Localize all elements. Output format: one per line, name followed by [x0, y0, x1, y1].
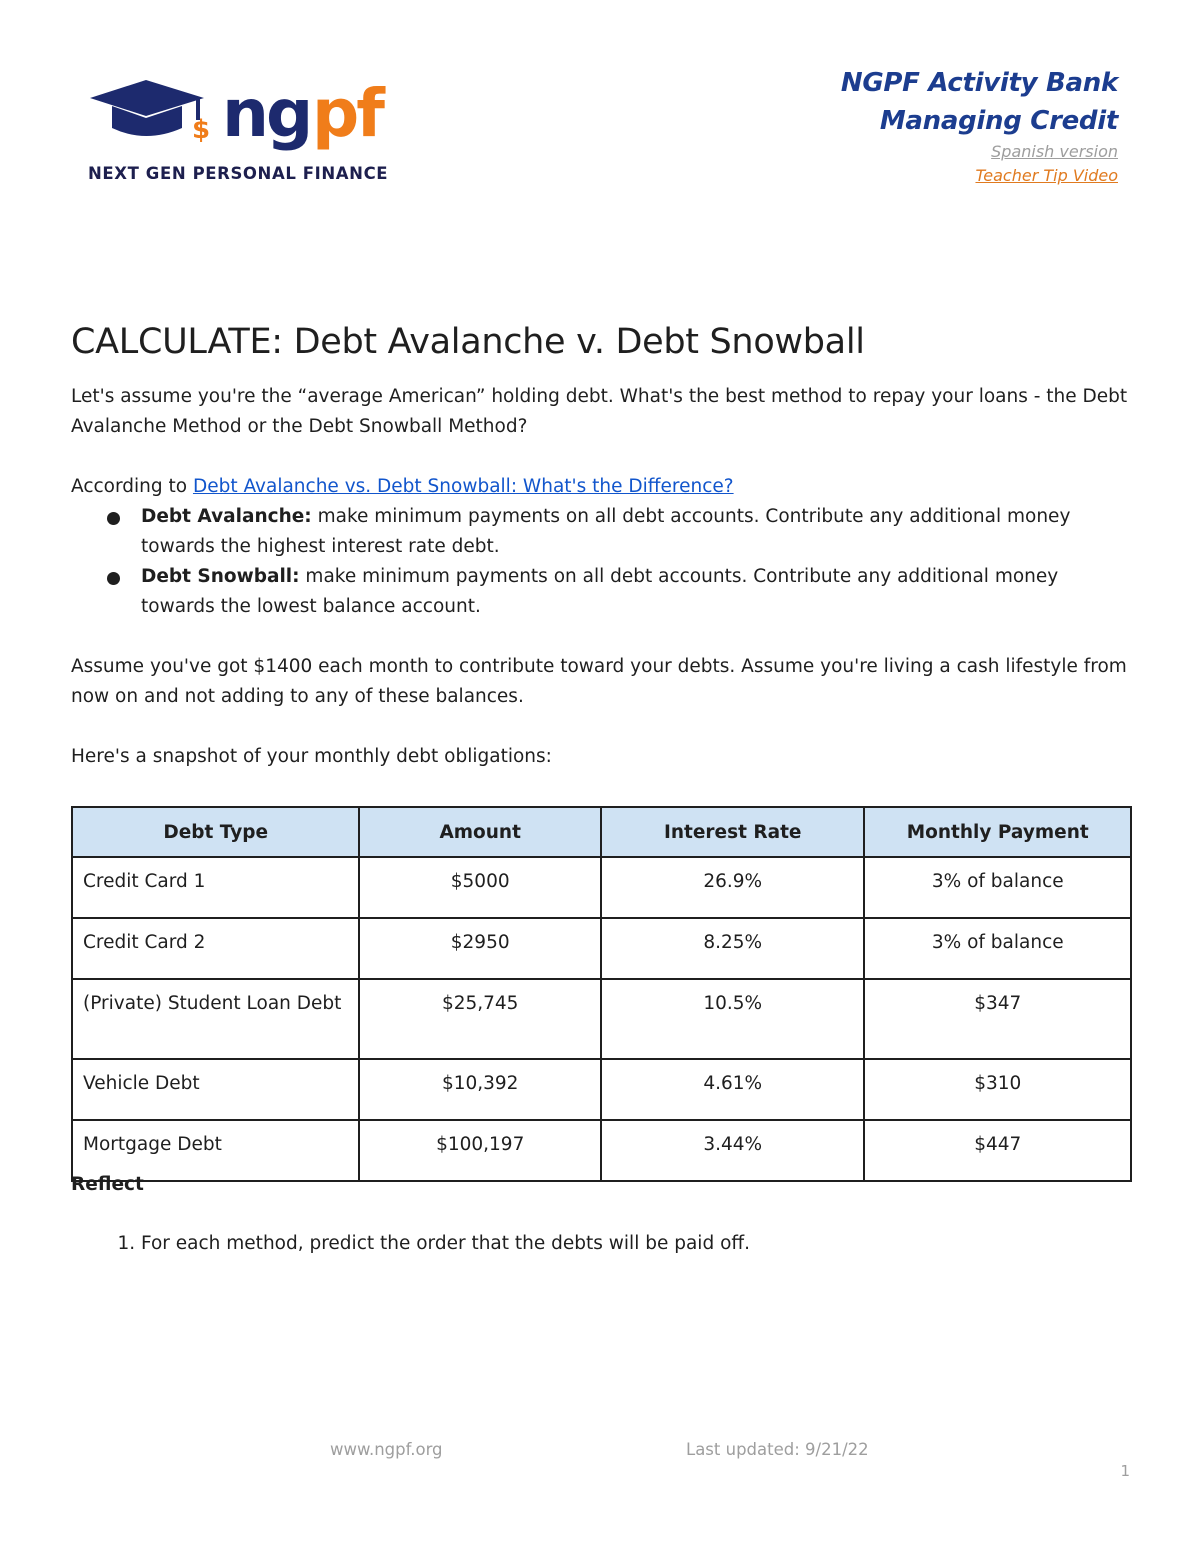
question-item: 1. For each method, predict the order that the debts will be paid off.: [141, 1229, 1131, 1259]
table-cell: 3% of balance: [864, 857, 1131, 918]
footer-url: www.ngpf.org: [330, 1440, 443, 1459]
header-right: [841, 64, 1118, 188]
table-cell: 3.44%: [601, 1120, 864, 1181]
method-term: Debt Avalanche:: [141, 506, 312, 527]
svg-text:$: $: [192, 115, 211, 145]
logo-wordmark-pf: pf: [312, 75, 382, 152]
table-cell: (Private) Student Loan Debt: [72, 979, 359, 1059]
reflect-questions: [71, 1229, 1131, 1259]
table-cell: $25,745: [359, 979, 601, 1059]
list-item: [141, 562, 1131, 622]
table-cell: Vehicle Debt: [72, 1059, 359, 1120]
table-cell: 10.5%: [601, 979, 864, 1059]
teacher-tip-video-link[interactable]: Teacher Tip Video: [975, 166, 1118, 185]
according-prefix: According to: [71, 476, 193, 497]
method-term: Debt Snowball:: [141, 566, 300, 587]
according-line: [71, 472, 1131, 502]
activity-bank-title: NGPF Activity Bank: [840, 68, 1118, 98]
table-cell: $447: [864, 1120, 1131, 1181]
column-header: Monthly Payment: [864, 807, 1131, 857]
table-cell: $5000: [359, 857, 601, 918]
main-content: [71, 316, 1131, 772]
table-cell: Credit Card 2: [72, 918, 359, 979]
reflect-heading: Reflect: [71, 1174, 144, 1195]
table-row: [72, 1059, 1131, 1120]
column-header: Debt Type: [72, 807, 359, 857]
source-article-link[interactable]: Debt Avalanche vs. Debt Snowball: What's the Difference?: [192, 476, 734, 497]
assumption-paragraph: Assume you've got $1400 each month to contribute toward your debts. Assume you're living a cash lifestyle from now on and not adding to any of these balances.: [71, 656, 1127, 707]
table-row: [72, 857, 1131, 918]
table-cell: $10,392: [359, 1059, 601, 1120]
table-cell: 26.9%: [601, 857, 864, 918]
ngpf-logo: [88, 70, 420, 190]
logo-tagline: NEXT GEN PERSONAL FINANCE: [88, 164, 389, 183]
intro-paragraph: Let's assume you're the “average American” holding debt. What's the best method to repay your loans - the Debt Avalanche Method or the Debt Snowball Method?: [71, 386, 1128, 437]
logo-wordmark-ng: ng: [222, 75, 311, 152]
method-desc: make minimum payments on all debt accounts. Contribute any additional money towards the highest interest rate debt.: [141, 506, 1071, 557]
debt-obligations-table: [71, 806, 1132, 1182]
table-header-row: [72, 807, 1131, 857]
column-header: Interest Rate: [601, 807, 864, 857]
table-cell: Credit Card 1: [72, 857, 359, 918]
method-desc: make minimum payments on all debt accounts. Contribute any additional money towards the lowest balance account.: [141, 566, 1059, 617]
table-cell: Mortgage Debt: [72, 1120, 359, 1181]
snapshot-intro: Here's a snapshot of your monthly debt obligations:: [71, 746, 552, 767]
spanish-version-link[interactable]: Spanish version: [991, 142, 1118, 161]
list-item: [141, 502, 1131, 562]
unit-title: Managing Credit: [879, 106, 1118, 136]
table-cell: 3% of balance: [864, 918, 1131, 979]
column-header: Amount: [359, 807, 601, 857]
table-cell: 8.25%: [601, 918, 864, 979]
page-title: CALCULATE: Debt Avalanche v. Debt Snowball: [71, 322, 865, 362]
page-number: 1: [1120, 1462, 1130, 1480]
table-row: [72, 918, 1131, 979]
table-cell: $2950: [359, 918, 601, 979]
table-cell: 4.61%: [601, 1059, 864, 1120]
table-row: [72, 1120, 1131, 1181]
footer-last-updated: Last updated: 9/21/22: [686, 1440, 869, 1459]
methods-list: [71, 502, 1131, 622]
graduation-cap-dollar-icon: [88, 70, 420, 162]
table-row: [72, 979, 1131, 1059]
table-cell: $347: [864, 979, 1131, 1059]
table-cell: $310: [864, 1059, 1131, 1120]
table-cell: $100,197: [359, 1120, 601, 1181]
